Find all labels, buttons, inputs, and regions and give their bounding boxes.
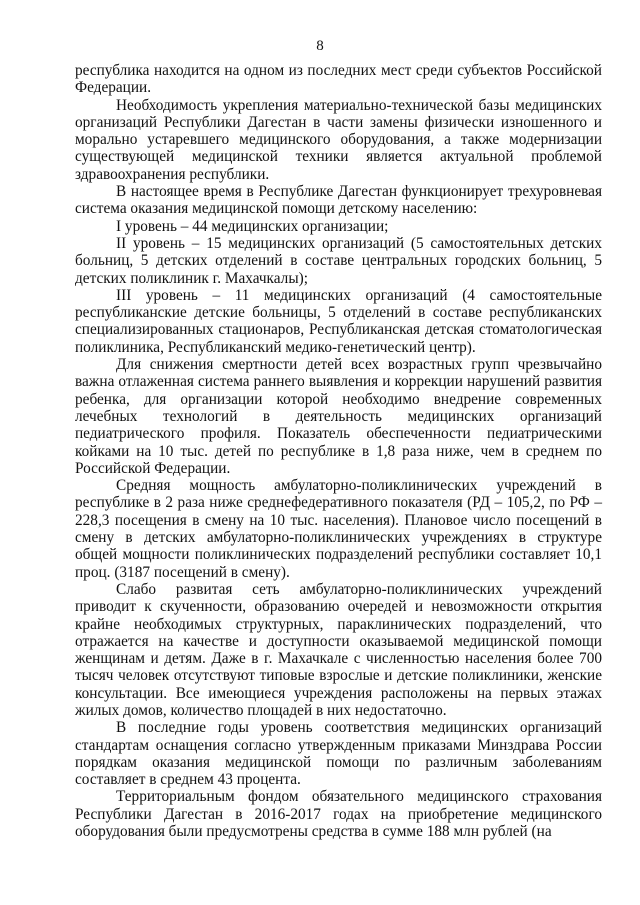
body-text [75,62,602,840]
paragraph: В последние годы уровень соответствия медицинских организаций стандартам оснащения согласно утвержденным приказами Минздрава России порядкам оказания медицинской помощи по различным заболеваниям составляет в среднем 43 процента. [75,719,602,789]
paragraph: III уровень – 11 медицинских организаций (4 самостоятельные республиканские детские больницы, 5 отделений в составе республиканских специализированных стационаров, Республиканская детская стоматологическая поликлиника, Республиканский медико-генетический центр). [75,286,602,356]
paragraph: Необходимость укрепления материально-технической базы медицинских организаций Республики Дагестан в части замены физически изношенного и морально устаревшего медицинского оборудования, а также модернизации существующей медицинской техники является актуальной проблемой здравоохранения республики. [75,96,602,183]
paragraph: В настоящее время в Республике Дагестан функционирует трехуровневая система оказания медицинской помощи детскому населению: [75,183,602,218]
paragraph: Для снижения смертности детей всех возрастных групп чрезвычайно важна отлаженная система раннего выявления и коррекции нарушений развития ребенка, для организации которой необходимо внедрение современных лечебных технологий в деятельность медицинских организаций педиатрического профиля. Показатель обеспеченности педиатрическими койками на 10 тыс. детей по республике в 1,8 раза ниже, чем в среднем по Российской Федерации. [75,356,602,477]
paragraph: II уровень – 15 медицинских организаций (5 самостоятельных детских больниц, 5 детских отделений в составе центральных городских больниц, 5 детских поликлиник г. Махачкалы); [75,234,602,287]
paragraph: Территориальным фондом обязательного медицинского страхования Республики Дагестан в 2016-2017 годах на приобретение медицинского оборудования были предусмотрены средства в сумме 188 млн рублей (на [75,788,602,841]
paragraph: республика находится на одном из последних мест среди субъектов Российской Федерации. [75,62,602,97]
paragraph: I уровень – 44 медицинских организации; [116,217,389,235]
paragraph: Средняя мощность амбулаторно-поликлинических учреждений в республике в 2 раза ниже среднефедеративного показателя (РД – 105,2, по РФ – 228,3 посещения в смену на 10 тыс. населения). Плановое число посещений в смену в детских амбулаторно-поликлинических учреждениях в структуре общей мощности поликлинических подразделений республики составляет 10,1 проц. (3187 посещений в смену). [75,477,602,581]
page-number: 8 [316,38,324,54]
paragraph: Слабо развитая сеть амбулаторно-поликлинических учреждений приводит к скученности, образованию очередей и невозможности открытия крайне необходимых структурных, параклинических подразделений, что отражается на качестве и доступности оказываемой медицинской помощи женщинам и детям. Даже в г. Махачкале с численностью населения более 700 тысяч человек отсутствуют типовые взрослые и детские поликлиники, женские консультации. Все имеющиеся учреждения расположены на первых этажах жилых домов, количество площадей в них недостаточно. [75,580,602,719]
